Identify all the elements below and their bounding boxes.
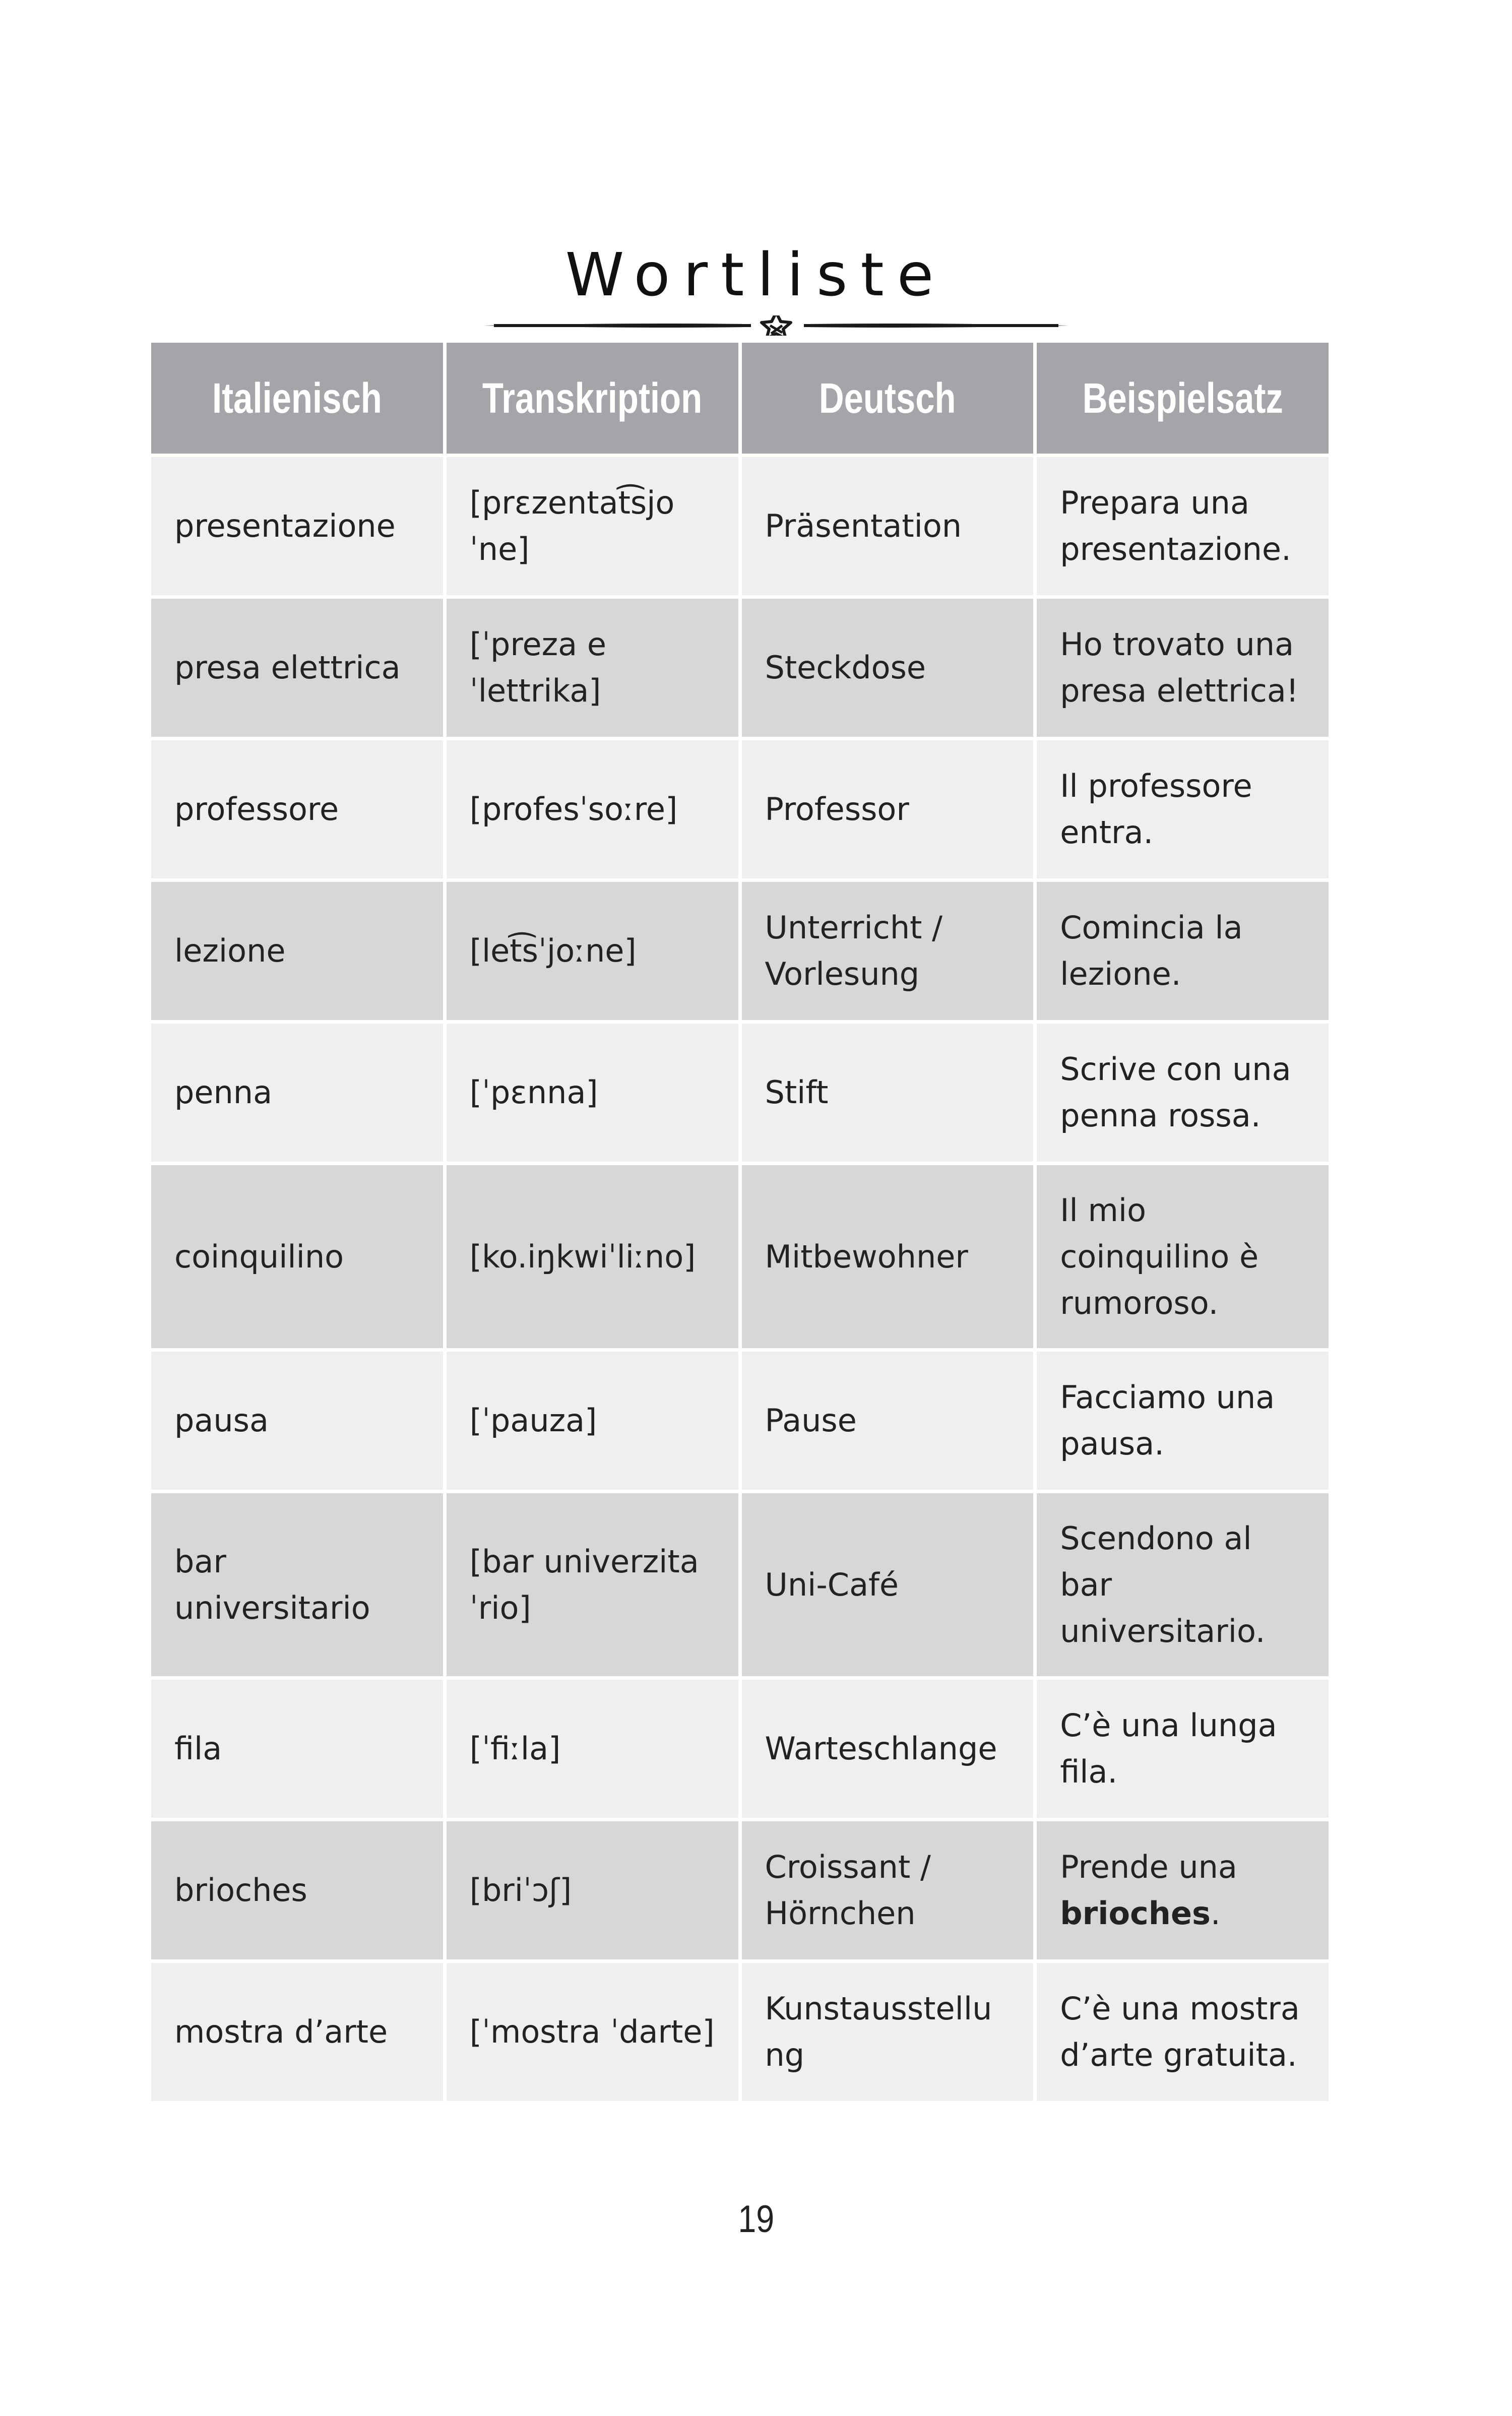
header-transcription: Transkription	[447, 343, 738, 454]
cell-example: C’è una lunga fila.	[1037, 1680, 1329, 1818]
cell-transcription: [ˈpɛnna]	[447, 1024, 738, 1162]
cell-transcription: [briˈɔʃ]	[447, 1821, 738, 1959]
cell-italian: pausa	[151, 1352, 443, 1490]
table-header-row	[151, 343, 1329, 454]
cell-example: Facciamo una pausa.	[1037, 1352, 1329, 1490]
cell-german: Steckdose	[742, 599, 1034, 737]
cell-german: Professor	[742, 740, 1034, 878]
page-title: Wortliste	[565, 240, 947, 309]
cell-italian: presa elettrica	[151, 599, 443, 737]
cell-german: Stift	[742, 1024, 1034, 1162]
table-row	[151, 1024, 1329, 1162]
cell-transcription: [ˈfiːla]	[447, 1680, 738, 1818]
table-row	[151, 1352, 1329, 1490]
cell-german: Präsentation	[742, 457, 1034, 595]
cell-transcription: [ˈpauza]	[447, 1352, 738, 1490]
cell-example: Il mio coinquilino è rumoroso.	[1037, 1165, 1329, 1348]
cell-transcription: [ko.iŋkwiˈliːno]	[447, 1165, 738, 1348]
table-row	[151, 599, 1329, 737]
table-row	[151, 1165, 1329, 1348]
example-suffix: .	[1210, 1895, 1221, 1932]
cell-german: Warteschlange	[742, 1680, 1034, 1818]
example-bold-word: brioches	[1060, 1895, 1211, 1932]
cell-transcription: [ˈmostra ˈdarte]	[447, 1963, 738, 2101]
cell-transcription: [let͡sˈjoːne]	[447, 882, 738, 1020]
cell-german: Uni-Café	[742, 1493, 1034, 1676]
header-example-sentence: Beispielsatz	[1037, 343, 1329, 454]
cell-italian: fila	[151, 1680, 443, 1818]
header-german: Deutsch	[742, 343, 1034, 454]
cell-italian: lezione	[151, 882, 443, 1020]
table-row	[151, 1493, 1329, 1676]
cell-german: Croissant / Hörnchen	[742, 1821, 1034, 1959]
cell-german: Kunstausstellu ng	[742, 1963, 1034, 2101]
cell-italian: presentazione	[151, 457, 443, 595]
word-list-table	[148, 339, 1332, 2105]
cell-italian: bar universitario	[151, 1493, 443, 1676]
table-row	[151, 1821, 1329, 1959]
cell-example: Il professore entra.	[1037, 740, 1329, 878]
cell-italian: mostra d’arte	[151, 1963, 443, 2101]
table-row	[151, 457, 1329, 595]
header-italian: Italienisch	[151, 343, 443, 454]
cell-german: Mitbewohner	[742, 1165, 1034, 1348]
title-divider-star-icon	[484, 315, 1068, 336]
cell-transcription: [profesˈsoːre]	[447, 740, 738, 878]
title-block	[0, 237, 1512, 353]
cell-example	[1037, 1821, 1329, 1959]
cell-transcription: [bar univerzita ˈrio]	[447, 1493, 738, 1676]
cell-transcription: [ˈpreza e ˈlettrika]	[447, 599, 738, 737]
cell-italian: professore	[151, 740, 443, 878]
cell-german: Unterricht / Vorlesung	[742, 882, 1034, 1020]
cell-italian: brioches	[151, 1821, 443, 1959]
cell-example: Scrive con una penna rossa.	[1037, 1024, 1329, 1162]
page-number: 19	[738, 2198, 774, 2241]
cell-example: Comincia la lezione.	[1037, 882, 1329, 1020]
example-prefix: Prende una	[1060, 1849, 1237, 1885]
cell-italian: penna	[151, 1024, 443, 1162]
cell-transcription: [prɛzentat͡sjo ˈne]	[447, 457, 738, 595]
cell-example: Scendono al bar universitario.	[1037, 1493, 1329, 1676]
cell-example: C’è una mostra d’arte gratuita.	[1037, 1963, 1329, 2101]
table-row	[151, 882, 1329, 1020]
cell-italian: coinquilino	[151, 1165, 443, 1348]
cell-german: Pause	[742, 1352, 1034, 1490]
table-row	[151, 1680, 1329, 1818]
table-row	[151, 1963, 1329, 2101]
cell-example: Ho trovato una presa elettrica!	[1037, 599, 1329, 737]
table-row	[151, 740, 1329, 878]
cell-example: Prepara una presentazione.	[1037, 457, 1329, 595]
